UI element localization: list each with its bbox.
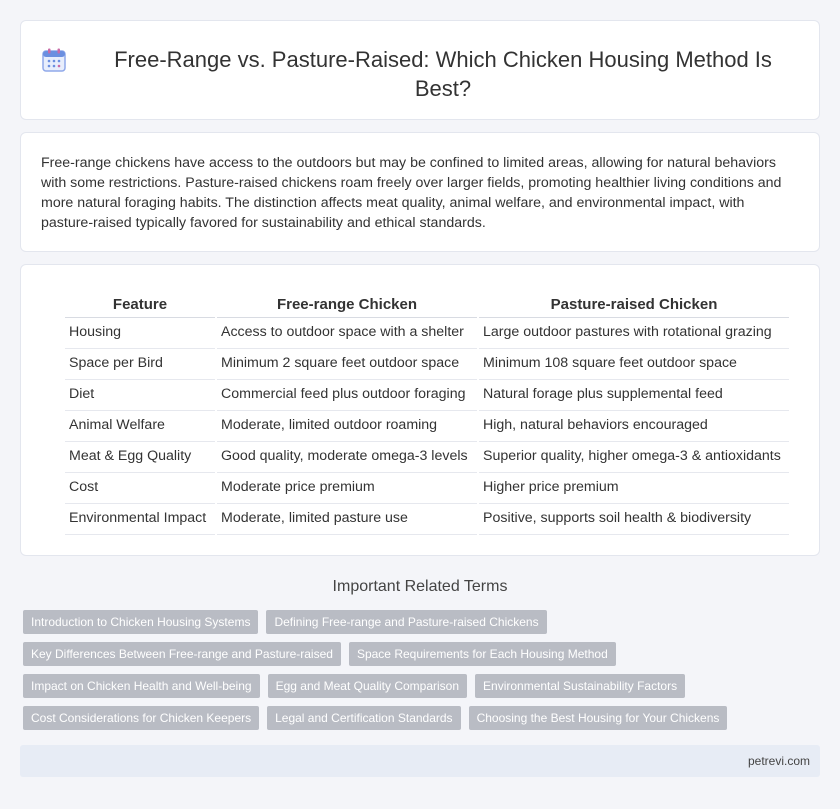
table-cell: Space per Bird — [65, 349, 215, 380]
related-term-tag[interactable]: Impact on Chicken Health and Well-being — [23, 674, 260, 698]
table-row — [65, 349, 789, 380]
related-term-tag[interactable]: Choosing the Best Housing for Your Chickens — [469, 706, 728, 730]
header — [21, 21, 819, 103]
table-cell: Access to outdoor space with a shelter — [217, 318, 477, 349]
intro-paragraph: Free-range chickens have access to the outdoors but may be confined to limited areas, allowing for natural behaviors with some restrictions. Pasture-raised chickens roam freely over larger fields, promoting healthier living conditions and more natural foraging habits. The distinction affects meat quality, animal welfare, and environmental impact, with pasture-raised typically favored for sustainability and ethical standards. — [41, 155, 782, 231]
table-cell: Moderate, limited outdoor roaming — [217, 411, 477, 442]
header-free-range: Free-range Chicken — [217, 293, 477, 318]
table-row — [65, 442, 789, 473]
table-row — [65, 473, 789, 504]
table-cell: Moderate price premium — [217, 473, 477, 504]
table-cell: High, natural behaviors encouraged — [479, 411, 789, 442]
table-cell: Good quality, moderate omega-3 levels — [217, 442, 477, 473]
tag-row — [23, 674, 823, 698]
header-feature: Feature — [65, 293, 215, 318]
table-row — [65, 504, 789, 535]
table-cell: Minimum 2 square feet outdoor space — [217, 349, 477, 380]
related-term-tag[interactable]: Introduction to Chicken Housing Systems — [23, 610, 258, 634]
header-pasture-raised: Pasture-raised Chicken — [479, 293, 789, 318]
related-term-tag[interactable]: Cost Considerations for Chicken Keepers — [23, 706, 259, 730]
related-term-tag[interactable]: Legal and Certification Standards — [267, 706, 460, 730]
related-terms-list — [23, 610, 823, 738]
table-cell: Natural forage plus supplemental feed — [479, 380, 789, 411]
table-header-row — [65, 293, 789, 318]
header-card — [20, 20, 820, 120]
table-cell: Large outdoor pastures with rotational grazing — [479, 318, 789, 349]
page-title: Free-Range vs. Pasture-Raised: Which Chicken Housing Method Is Best? — [114, 47, 772, 101]
table-cell: Housing — [65, 318, 215, 349]
site-link[interactable]: petrevi.com — [747, 754, 810, 768]
footer — [20, 745, 820, 777]
tag-row — [23, 642, 823, 666]
tag-row — [23, 706, 823, 730]
related-term-tag[interactable]: Defining Free-range and Pasture-raised Chickens — [266, 610, 546, 634]
table-cell: Environmental Impact — [65, 504, 215, 535]
tag-row — [23, 610, 823, 634]
table-cell: Minimum 108 square feet outdoor space — [479, 349, 789, 380]
comparison-table-card — [20, 264, 820, 556]
related-term-tag[interactable]: Key Differences Between Free-range and Pasture-raised — [23, 642, 341, 666]
table-cell: Cost — [65, 473, 215, 504]
related-term-tag[interactable]: Environmental Sustainability Factors — [475, 674, 685, 698]
table-cell: Higher price premium — [479, 473, 789, 504]
related-terms-title: Important Related Terms — [332, 578, 508, 595]
table-row — [65, 380, 789, 411]
comparison-table — [63, 293, 791, 535]
table-row — [65, 411, 789, 442]
table-cell: Positive, supports soil health & biodiversity — [479, 504, 789, 535]
calendar-icon — [41, 47, 67, 73]
table-row — [65, 318, 789, 349]
related-term-tag[interactable]: Egg and Meat Quality Comparison — [268, 674, 467, 698]
table-cell: Moderate, limited pasture use — [217, 504, 477, 535]
table-cell: Animal Welfare — [65, 411, 215, 442]
table-cell: Superior quality, higher omega-3 & antioxidants — [479, 442, 789, 473]
table-cell: Diet — [65, 380, 215, 411]
related-term-tag[interactable]: Space Requirements for Each Housing Method — [349, 642, 616, 666]
intro-card — [20, 132, 820, 252]
table-cell: Commercial feed plus outdoor foraging — [217, 380, 477, 411]
table-cell: Meat & Egg Quality — [65, 442, 215, 473]
